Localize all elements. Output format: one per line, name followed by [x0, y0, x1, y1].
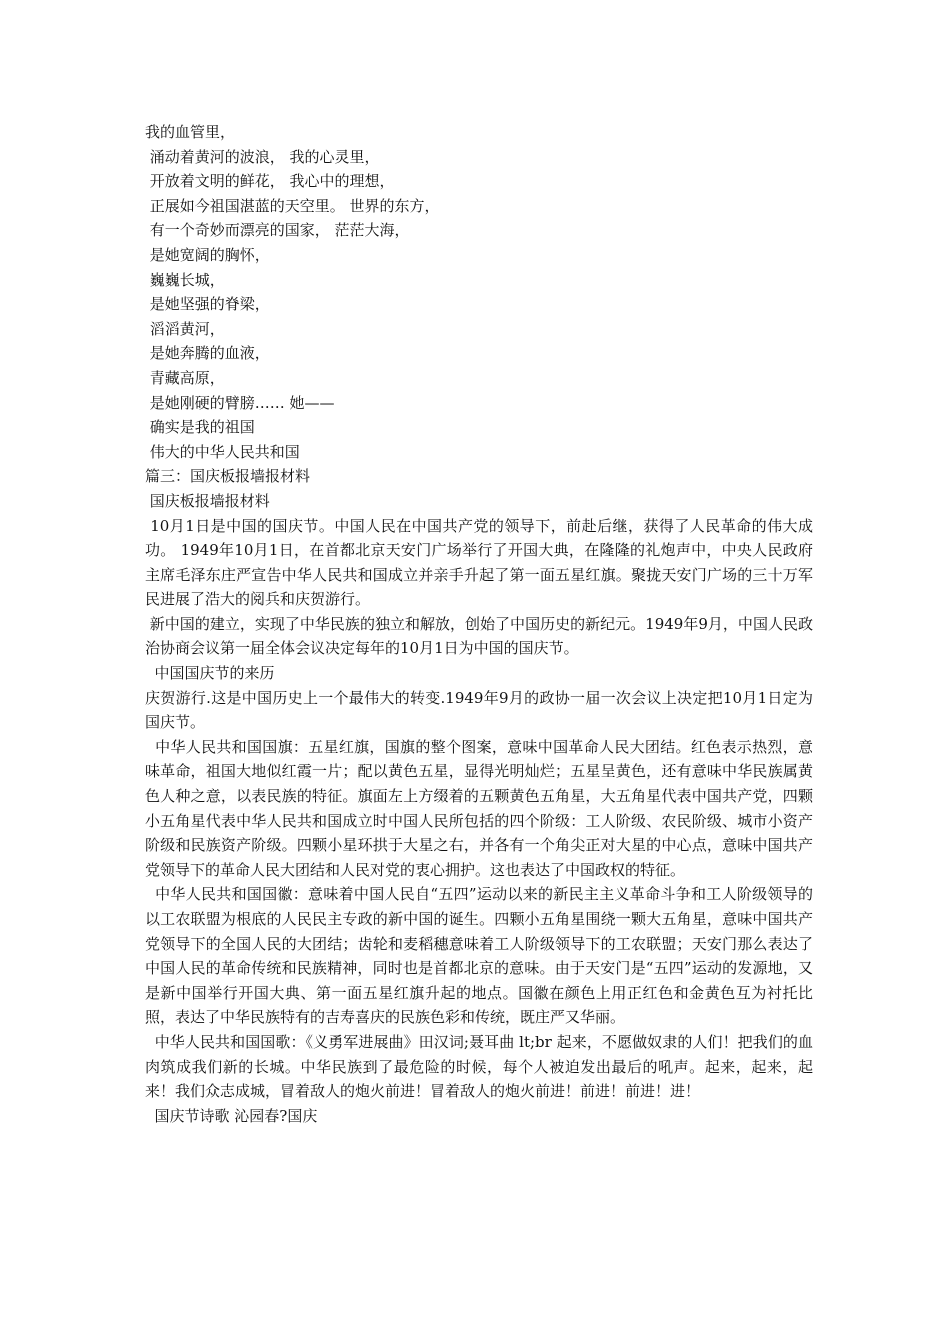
poem-line: 涌动着黄河的波浪， 我的心灵里， — [145, 147, 380, 166]
poem-line: 是她坚强的脊梁， — [145, 295, 270, 314]
poem-line: 正展如今祖国湛蓝的天空里。 世界的东方， — [145, 196, 440, 215]
poem-line: 开放着文明的鲜花， 我心中的理想， — [145, 172, 395, 191]
paragraph-national-emblem: 中华人民共和国国徽：意味着中国人民自“五四”运动以来的新民主主义革命斗争和工人阶级领导的以工农联盟为根底的人民民主专政的新中国的诞生。四颗小五角星围绕一颗大五角星，意味中国共产党领导下的全国人民的大团结；齿轮和麦稻穗意味着工人阶级领导下的工农联盟；天安门那么表达了中国人民的革命传统和民族精神，同时也是首都北京的意味。由于天安门是“五四”运动的发源地，又是新中国举行开国大典、第一面五星红旗升起的地点。国徽在颜色上用正红色和金黄色互为衬托比照，表达了中华民族特有的吉寿喜庆的民族色彩和传统，既庄严又华丽。 — [145, 885, 813, 1027]
origin-heading: 中国国庆节的来历 — [145, 664, 275, 683]
poem-line: 是她刚硬的臂膀…… 她—— — [145, 393, 335, 412]
poem-line: 伟大的中华人民共和国 — [145, 442, 300, 461]
poem-line: 青藏高原， — [145, 368, 225, 387]
poem-line: 巍巍长城， — [145, 270, 225, 289]
poem-line: 确实是我的祖国 — [145, 418, 255, 437]
paragraph-national-flag: 中华人民共和国国旗：五星红旗，国旗的整个图案，意味中国革命人民大团结。红色表示热烈，意味革命，祖国大地似红霞一片；配以黄色五星，显得光明灿烂；五星呈黄色，还有意味中华民族属黄色人种之意，以表民族的特征。旗面左上方缀着的五颗黄色五角星，大五角星代表中国共产党，四颗小五角星代表中华人民共和国成立时中国人民所包括的四个阶级：工人阶级、农民阶级、城市小资产阶级和民族资产阶级。四颗小星环拱于大星之右，并各有一个角尖正对大星的中心点，意味中国共产党领导下的革命人民大团结和人民对党的衷心拥护。这也表达了中国政权的特征。 — [145, 737, 813, 879]
paragraph-new-china: 新中国的建立，实现了中华民族的独立和解放，创始了中国历史的新纪元。1949年9月，中国人民政治协商会议第一届全体会议决定每年的10月1日为中国的国庆节。 — [145, 614, 813, 658]
paragraph-origin: 庆贺游行.这是中国历史上一个最伟大的转变.1949年9月的政协一届一次会议上决定把10月1日定为国庆节。 — [145, 688, 813, 732]
poem-line: 有一个奇妙而漂亮的国家， 茫茫大海， — [145, 221, 410, 240]
paragraph-national-day: 10月1日是中国的国庆节。中国人民在中国共产党的领导下，前赴后继，获得了人民革命的伟大成功。 1949年10月1日，在首都北京天安门广场举行了开国大典，在隆隆的礼炮声中，中央人民政府主席毛泽东庄严宣告中华人民共和国成立并亲手升起了第一面五星红旗。聚拢天安门广场的三十万军民进展了浩大的阅兵和庆贺游行。 — [145, 516, 813, 609]
poem-line: 我的血管里， — [145, 123, 236, 141]
poem-line: 是她奔腾的血液， — [145, 344, 270, 363]
poem-line: 是她宽阔的胸怀， — [145, 245, 270, 264]
poem-title: 国庆节诗歌 沁园春?国庆 — [145, 1106, 318, 1125]
paragraph-national-anthem: 中华人民共和国国歌：《义勇军进展曲》田汉词;聂耳曲 lt;br 起来，不愿做奴隶的人们！把我们的血肉筑成我们新的长城。中华民族到了最危险的时候，每个人被迫发出最后的吼声。起来，起来，起来！我们众志成城，冒着敌人的炮火前进！冒着敌人的炮火前进！前进！前进！进！ — [145, 1032, 813, 1101]
sub-heading: 国庆板报墙报材料 — [145, 491, 270, 510]
section-heading: 篇三：国庆板报墙报材料 — [145, 467, 311, 486]
document-body — [145, 120, 813, 1128]
poem-line: 滔滔黄河， — [145, 319, 225, 338]
